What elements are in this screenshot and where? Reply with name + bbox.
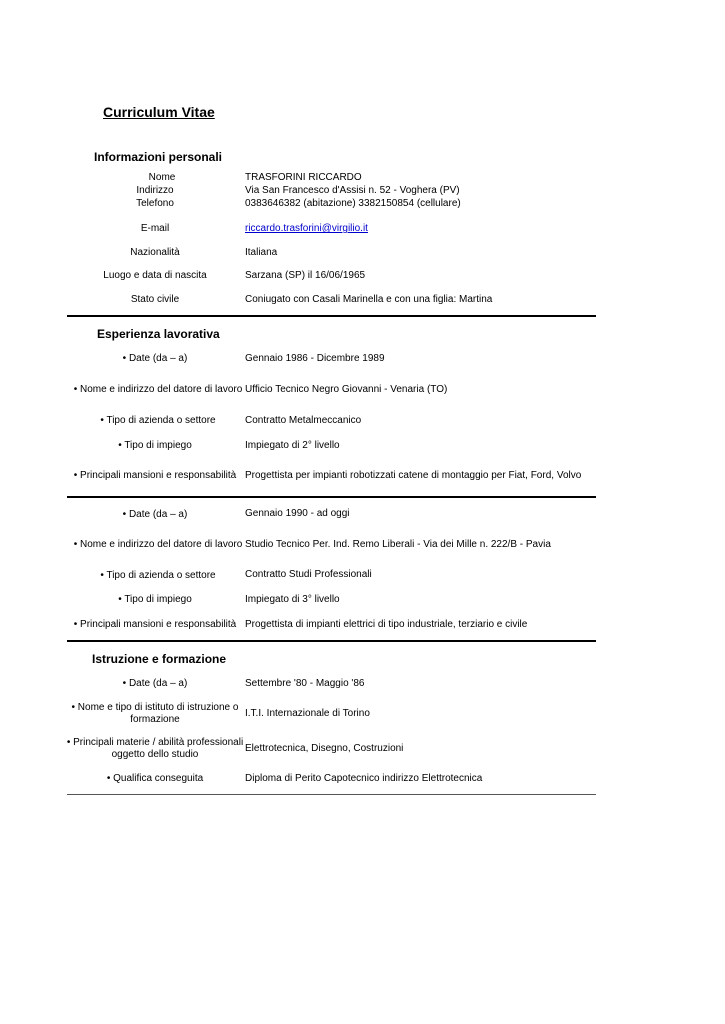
work-duties-value: Progettista per impianti robotizzati catene di montaggio per Fiat, Ford, Volvo [245,470,582,481]
section-heading-education: Istruzione e formazione [92,652,227,666]
edu-date-label: • Date (da – a) [122,678,188,689]
work-employer-value: Ufficio Tecnico Negro Giovanni - Venaria (TO) [245,384,448,395]
divider [67,794,596,795]
telefono-label: Telefono [136,198,174,209]
work-duties-label: • Principali mansioni e responsabilità [73,619,237,630]
telefono-value: 0383646382 (abitazione) 3382150854 (cellulare) [245,198,461,209]
divider [67,315,596,317]
page-title: Curriculum Vitae [103,104,215,120]
edu-qualification-label: • Qualifica conseguita [106,773,204,784]
work-date-value: Gennaio 1986 - Dicembre 1989 [245,353,385,364]
divider [67,640,596,642]
indirizzo-label: Indirizzo [136,185,174,196]
work-date-label: • Date (da – a) [122,353,188,364]
nascita-value: Sarzana (SP) il 16/06/1965 [245,270,366,281]
email-link[interactable]: riccardo.trasforini@virgilio.it [245,223,368,234]
work-date-value: Gennaio 1990 - ad oggi [245,508,350,519]
work-employer-value: Studio Tecnico Per. Ind. Remo Liberali - Via dei Mille n. 222/B - Pavia [245,539,551,550]
edu-subjects-value: Elettrotecnica, Disegno, Costruzioni [245,743,404,754]
edu-institute-value: I.T.I. Internazionale di Torino [245,708,370,719]
work-employer-label: • Nome e indirizzo del datore di lavoro [73,539,243,550]
nome-label: Nome [148,172,176,183]
work-sector-value: Contratto Studi Professionali [245,569,372,580]
work-duties-value: Progettista di impianti elettrici di tipo industriale, terziario e civile [245,619,528,630]
stato-civile-label: Stato civile [130,294,180,305]
edu-subjects-label-line2: oggetto dello studio [111,749,199,760]
section-heading-personal: Informazioni personali [94,150,223,164]
work-job-value: Impiegato di 2° livello [245,440,340,451]
stato-civile-value: Coniugato con Casali Marinella e con una figlia: Martina [245,294,493,305]
email-label: E-mail [140,223,170,234]
work-date-label: • Date (da – a) [122,509,188,520]
divider [67,496,596,498]
nome-value: TRASFORINI RICCARDO [245,172,362,183]
nazionalita-value: Italiana [245,247,278,258]
section-heading-work: Esperienza lavorativa [97,327,220,341]
edu-qualification-value: Diploma di Perito Capotecnico indirizzo Elettrotecnica [245,773,483,784]
work-sector-value: Contratto Metalmeccanico [245,415,362,426]
work-job-label: • Tipo di impiego [118,594,192,605]
work-duties-label: • Principali mansioni e responsabilità [73,470,237,481]
edu-institute-label-line1: • Nome e tipo di istituto di istruzione o [71,702,239,713]
work-job-label: • Tipo di impiego [118,440,192,451]
work-sector-label: • Tipo di azienda o settore [100,570,216,581]
work-sector-label: • Tipo di azienda o settore [100,415,216,426]
nazionalita-label: Nazionalità [130,247,180,258]
edu-subjects-label-line1: • Principali materie / abilità professionali [66,737,244,748]
edu-institute-label-line2: formazione [130,714,180,725]
work-employer-label: • Nome e indirizzo del datore di lavoro [73,384,243,395]
nascita-label: Luogo e data di nascita [103,270,207,281]
edu-date-value: Settembre '80 - Maggio '86 [245,678,365,689]
work-job-value: Impiegato di 3° livello [245,594,340,605]
indirizzo-value: Via San Francesco d'Assisi n. 52 - Voghera (PV) [245,185,460,196]
